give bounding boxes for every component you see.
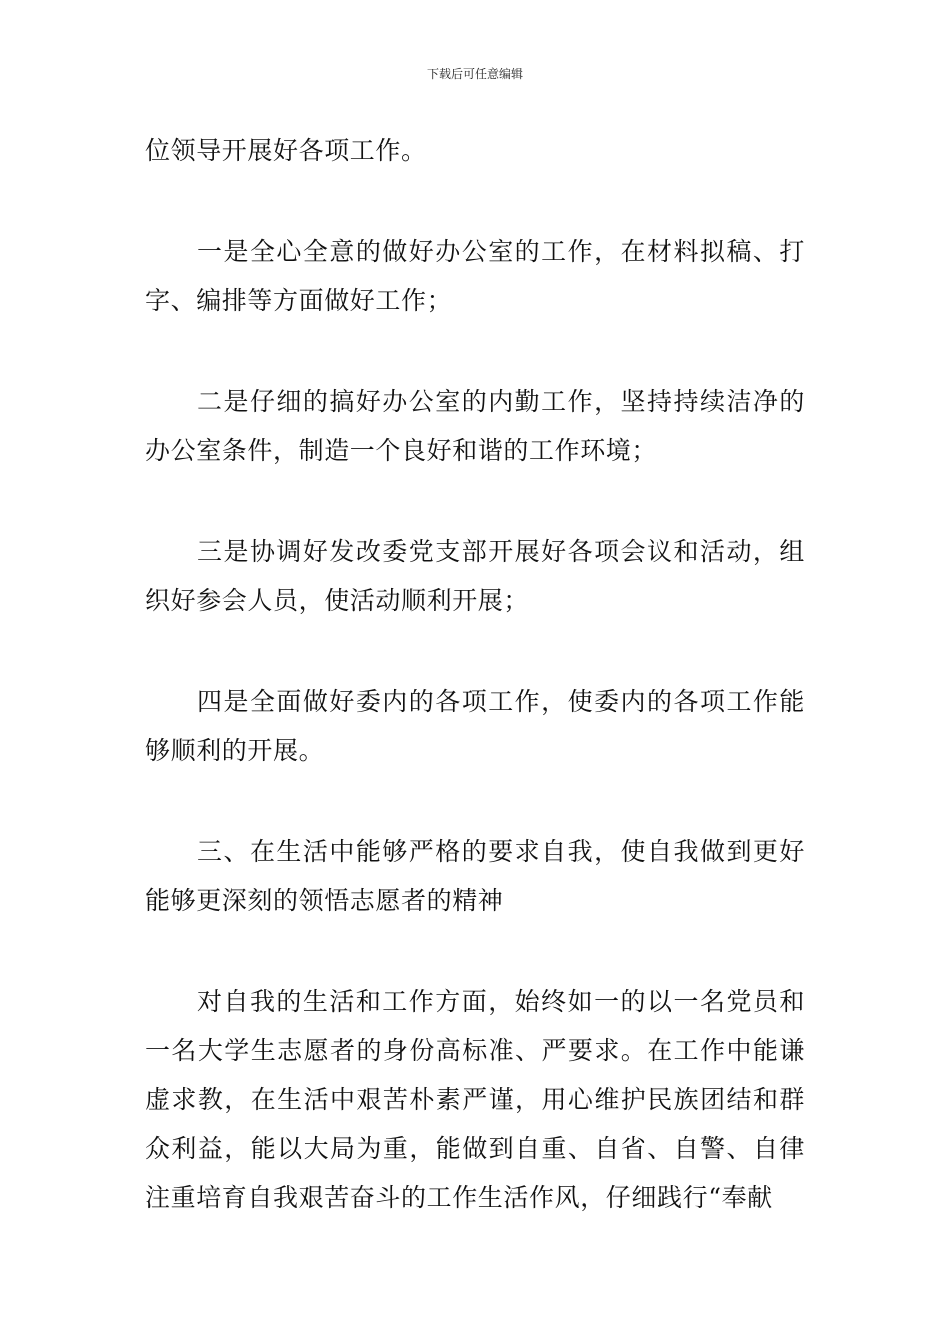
paragraph-item-four: 四是全面做好委内的各项工作，使委内的各项工作能够顺利的开展。 xyxy=(145,687,805,765)
document-body xyxy=(145,126,805,1274)
section-heading-three: 三、在生活中能够严格的要求自我，使自我做到更好能够更深刻的领悟志愿者的精神 xyxy=(145,837,805,915)
paragraph-item-one: 一是全心全意的做好办公室的工作，在材料拟稿、打字、编排等方面做好工作； xyxy=(145,237,805,315)
paragraph-item-two: 二是仔细的搞好办公室的内勤工作，坚持持续洁净的办公室条件，制造一个良好和谐的工作环境； xyxy=(145,387,805,465)
page-header-note: 下载后可任意编辑 xyxy=(426,67,523,81)
paragraph-continuation: 位领导开展好各项工作。 xyxy=(145,136,427,165)
paragraph-item-three: 三是协调好发改委党支部开展好各项会议和活动，组织好参会人员，使活动顺利开展； xyxy=(145,537,805,615)
paragraph-self-discipline: 对自我的生活和工作方面，始终如一的以一名党员和一名大学生志愿者的身份高标准、严要求。在工作中能谦虚求教，在生活中艰苦朴素严谨，用心维护民族团结和群众利益，能以大局为重，能做到自重、自省、自警、自律注重培育自我艰苦奋斗的工作生活作风，仔细践行“奉献 xyxy=(145,987,805,1212)
